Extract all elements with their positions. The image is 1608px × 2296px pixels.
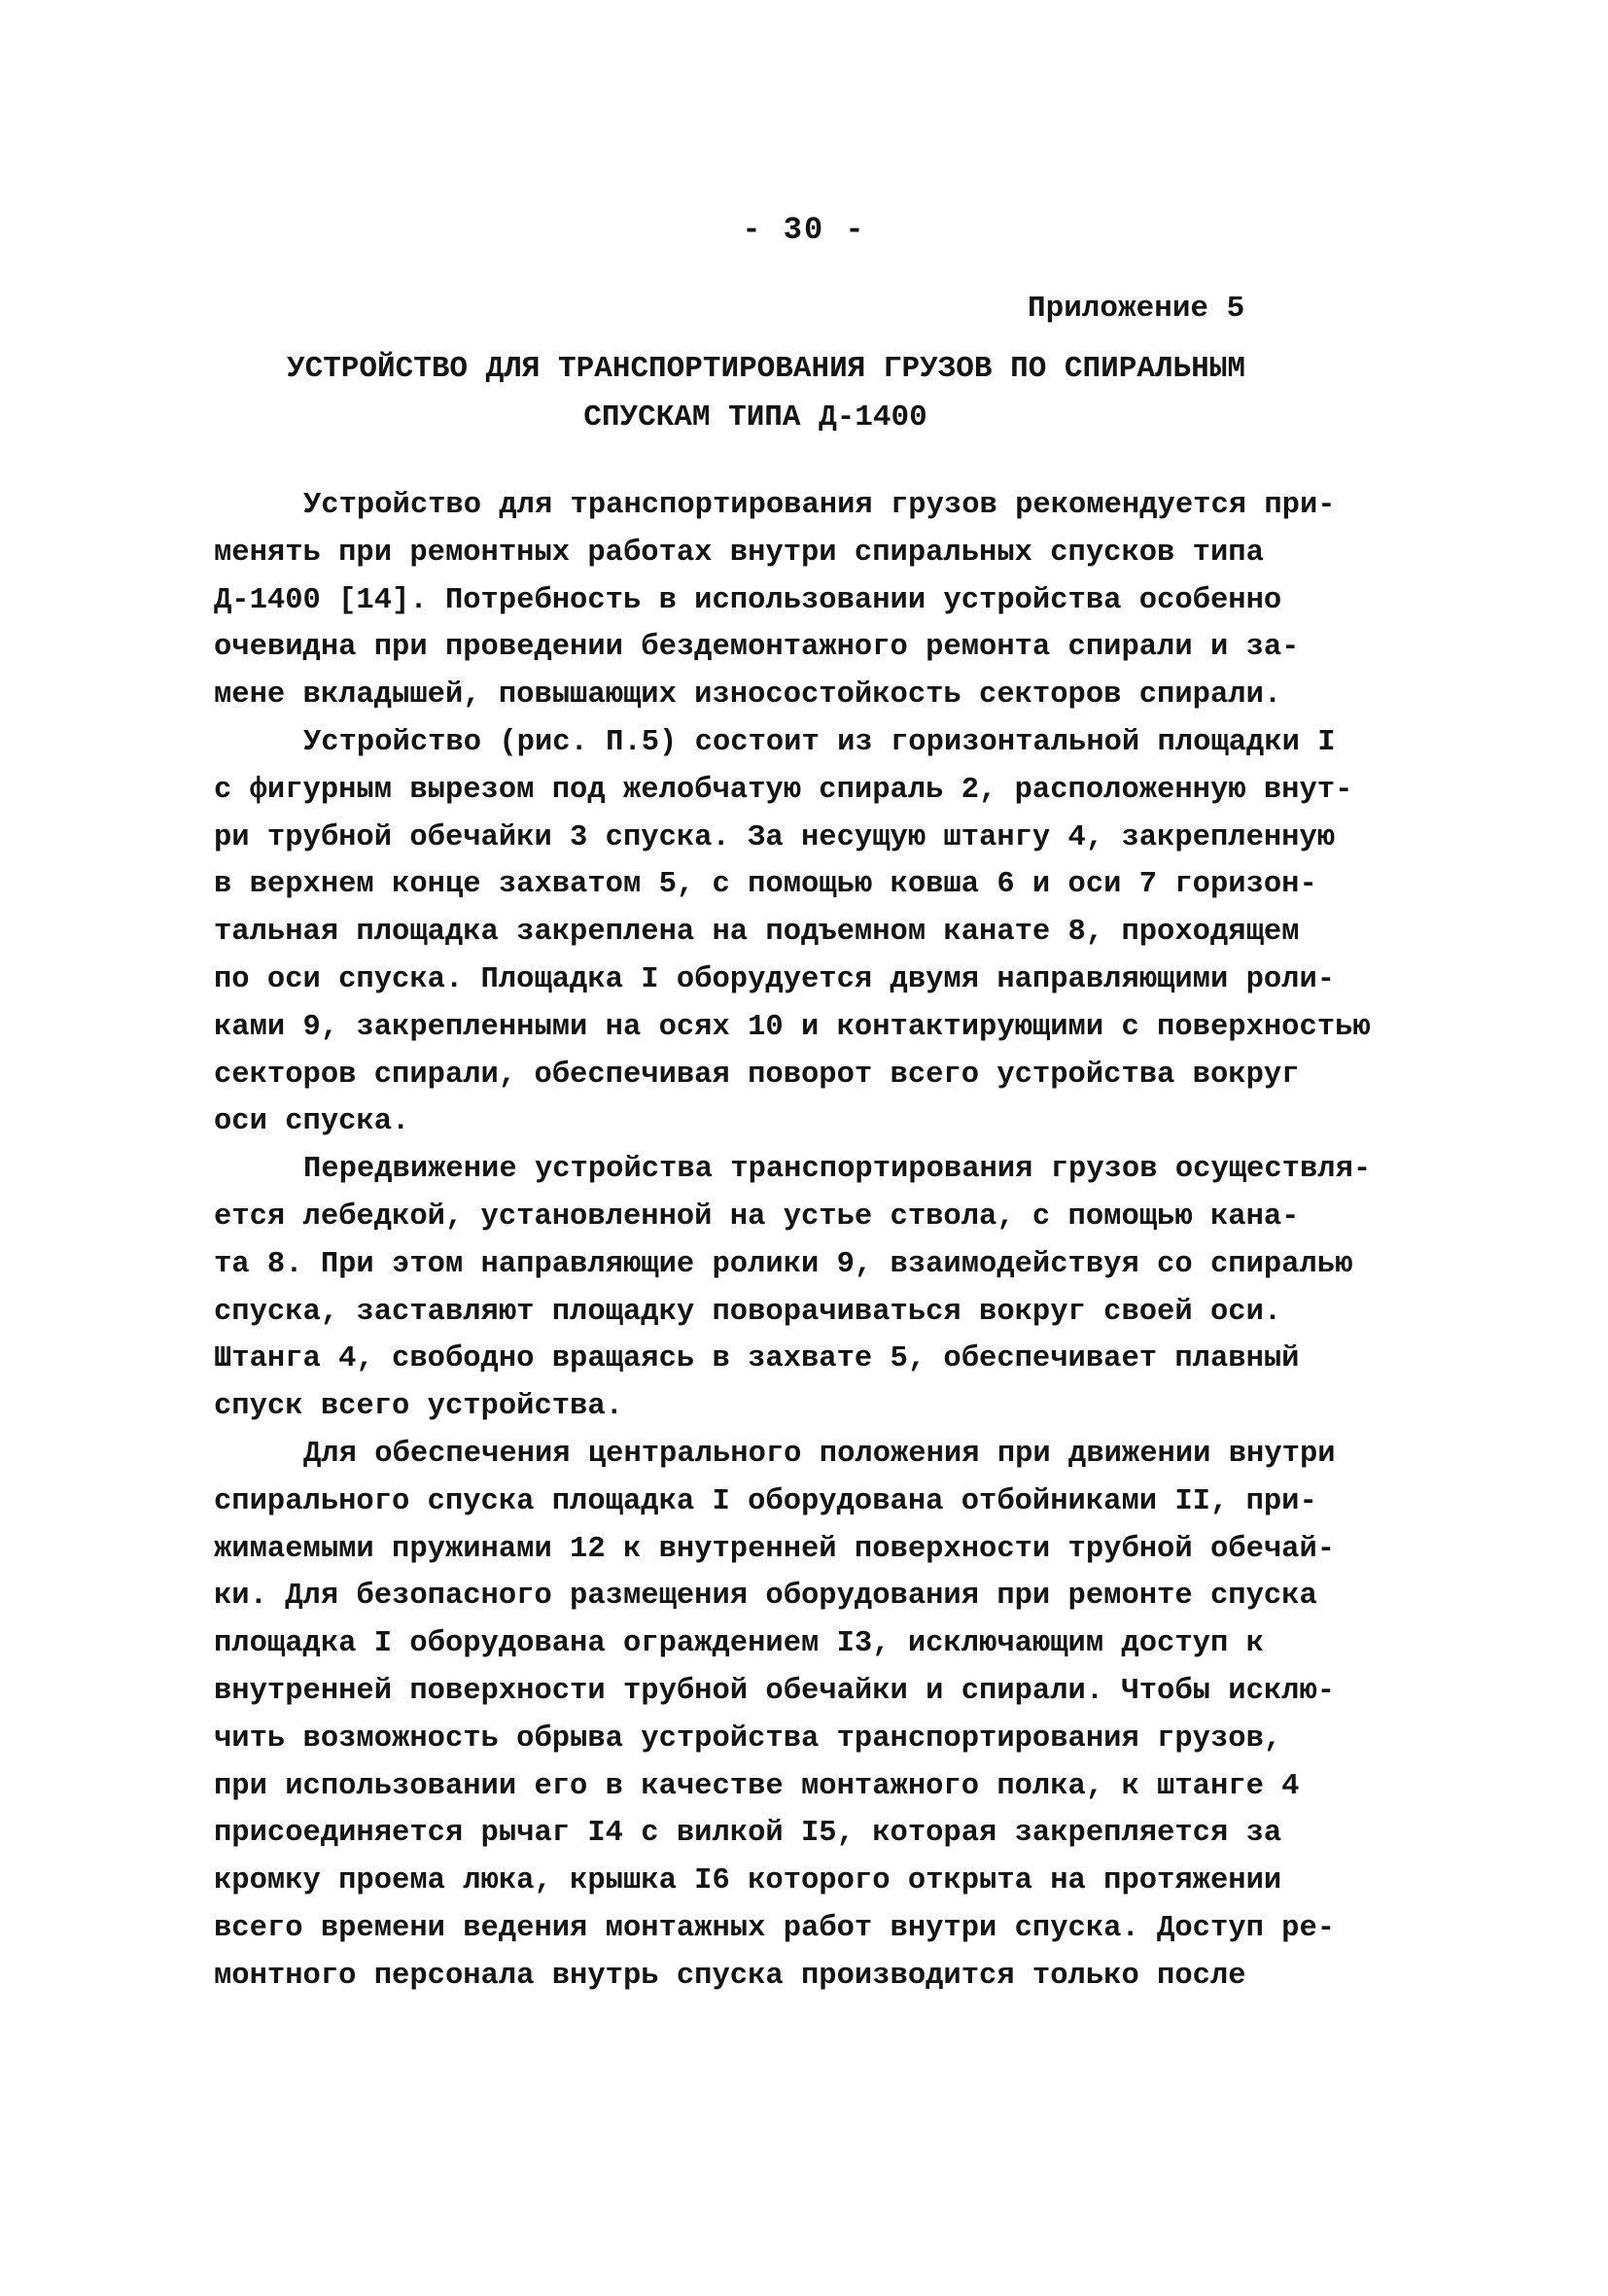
paragraph-4-line: присоединяется рычаг I4 с вилкой I5, которая закрепляется за: [214, 1817, 1282, 1851]
paragraph-1-line: мене вкладышей, повышающих износостойкость секторов спирали.: [214, 678, 1282, 713]
paragraph-4-line: спирального спуска площадка I оборудована отбойниками II, при-: [214, 1484, 1317, 1518]
paragraph-2-line: в верхнем конце захватом 5, с помощью ковша 6 и оси 7 горизон-: [214, 868, 1317, 902]
paragraph-2-line: по оси спуска. Площадка I оборудуется двумя направляющими роли-: [214, 962, 1336, 996]
paragraph-2-line: секторов спирали, обеспечивая поворот всего устройства вокруг: [214, 1058, 1300, 1092]
appendix-label: Приложение 5: [1028, 292, 1245, 326]
paragraph-2-line: тальная площадка закреплена на подъемном канате 8, проходящем: [214, 916, 1300, 950]
document-title: [287, 345, 1245, 442]
paragraph-2-line: ри трубной обечайки 3 спуска. За несущую штангу 4, закрепленную: [214, 820, 1336, 854]
paragraph-1-line: менять при ремонтных работах внутри спиральных спусков типа: [214, 536, 1264, 570]
paragraph-3-line: Штанга 4, свободно вращаясь в захвате 5, обеспечивает плавный: [214, 1342, 1300, 1376]
paragraph-4-line: площадка I оборудована ограждением I3, исключающим доступ к: [214, 1627, 1264, 1661]
paragraph-4-line: монтного персонала внутрь спуска производится только после: [214, 1959, 1246, 1993]
paragraph-3-line: Передвижение устройства транспортирования грузов осуществля-: [303, 1153, 1372, 1187]
title-line: УСТРОЙСТВО ДЛЯ ТРАНСПОРТИРОВАНИЯ ГРУЗОВ ПО СПИРАЛЬНЫМ: [287, 352, 1245, 386]
paragraph-1-line: Устройство для транспортирования грузов рекомендуется при-: [303, 489, 1336, 522]
paragraph-3-line: ется лебедкой, установленной на устье ствола, с помощью кана-: [214, 1200, 1300, 1234]
paragraph-4-line: кромку проема люка, крышка I6 которого открыта на протяжении: [214, 1864, 1282, 1898]
paragraph-4-line: всего времени ведения монтажных работ внутри спуска. Доступ ре-: [214, 1911, 1336, 1945]
page-number: - 30 -: [742, 212, 866, 248]
paragraph-4-line: жимаемыми пружинами 12 к внутренней поверхности трубной обечай-: [214, 1532, 1336, 1566]
paragraph-4-line: чить возможность обрыва устройства транспортирования грузов,: [214, 1722, 1282, 1756]
paragraph-3-line: спуска, заставляют площадку поворачиваться вокруг своей оси.: [214, 1295, 1282, 1329]
body-text: [214, 482, 1381, 2000]
paragraph-2-line: Устройство (рис. П.5) состоит из горизонтальной площадки I: [303, 725, 1336, 759]
paragraph-4-line: при использовании его в качестве монтажного полка, к штанге 4: [214, 1769, 1300, 1803]
paragraph-4-line: ки. Для безопасного размещения оборудования при ремонте спуска: [214, 1580, 1317, 1614]
paragraph-4-line: Для обеспечения центрального положения при движении внутри: [303, 1437, 1336, 1471]
paragraph-3-line: та 8. При этом направляющие ролики 9, взаимодействуя со спиралью: [214, 1247, 1353, 1281]
paragraph-1-line: очевидна при проведении бездемонтажного ремонта спирали и за-: [214, 631, 1300, 665]
paragraph-1-line: Д-1400 [14]. Потребность в использовании устройства особенно: [214, 583, 1282, 617]
paragraph-2-line: ками 9, закрепленными на осях 10 и контактирующими с поверхностью: [214, 1010, 1371, 1044]
paragraph-2-line: с фигурным вырезом под желобчатую спираль 2, расположенную внут-: [214, 773, 1353, 807]
paragraph-4-line: внутренней поверхности трубной обечайки и спирали. Чтобы исклю-: [214, 1674, 1336, 1708]
paragraph-3-line: спуск всего устройства.: [214, 1390, 623, 1424]
title-line: СПУСКАМ ТИПА Д-1400: [583, 400, 927, 435]
paragraph-2-line: оси спуска.: [214, 1105, 410, 1139]
